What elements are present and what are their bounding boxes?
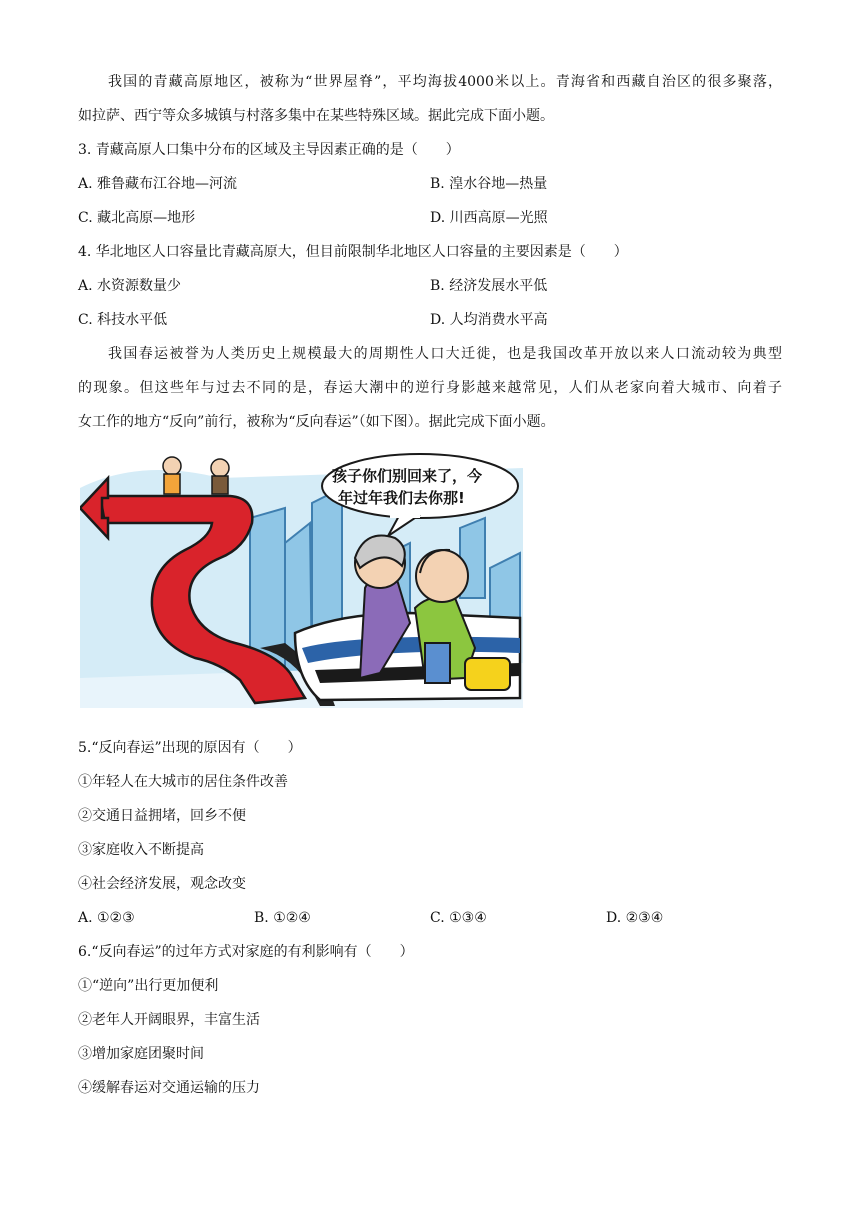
q5-item-4: ④社会经济发展，观念改变 xyxy=(78,876,246,892)
q4-option-d: D. 人均消费水平高 xyxy=(430,312,548,328)
q4-option-b: B. 经济发展水平低 xyxy=(430,278,548,294)
reverse-spring-festival-cartoon xyxy=(80,448,523,708)
q3-option-b: B. 湟水谷地—热量 xyxy=(430,176,548,192)
bubble-text-line1: 孩子你们别回来了，今 xyxy=(332,467,483,485)
q3-option-a: A. 雅鲁藏布江谷地—河流 xyxy=(78,176,238,192)
q5-item-2: ②交通日益拥堵，回乡不便 xyxy=(78,808,246,824)
q5-item-1: ①年轻人在大城市的居住条件改善 xyxy=(78,774,288,790)
passage2-line3: 女工作的地方“反向”前行，被称为“反向春运”（如下图）。据此完成下面小题。 xyxy=(78,414,555,430)
q5-option-b: B. ①②④ xyxy=(254,910,311,926)
q5-option-d: D. ②③④ xyxy=(606,910,664,926)
q5-option-c: C. ①③④ xyxy=(430,910,487,926)
passage1-line2: 如拉萨、西宁等众多城镇与村落多集中在某些特殊区域。据此完成下面小题。 xyxy=(78,108,554,124)
q3-option-d: D. 川西高原—光照 xyxy=(430,210,548,226)
q6-stem: 6.“反向春运”的过年方式对家庭的有利影响有（ ） xyxy=(78,944,414,960)
q3-stem: 3. 青藏高原人口集中分布的区域及主导因素正确的是（ ） xyxy=(78,142,460,158)
passage1-line1: 我国的青藏高原地区，被称为“世界屋脊”，平均海拔4000米以上。青海省和西藏自治区的很多聚落， xyxy=(108,74,782,90)
q6-item-4: ④缓解春运对交通运输的压力 xyxy=(78,1080,260,1096)
q3-option-c: C. 藏北高原—地形 xyxy=(78,210,196,226)
passage2-line2: 的现象。但这些年与过去不同的是，春运大潮中的逆行身影越来越常见，人们从老家向着大城市、向着子 xyxy=(78,380,782,396)
q4-option-c: C. 科技水平低 xyxy=(78,312,168,328)
q4-stem: 4. 华北地区人口容量比青藏高原大，但目前限制华北地区人口容量的主要因素是（ ） xyxy=(78,244,628,260)
q5-item-3: ③家庭收入不断提高 xyxy=(78,842,204,858)
bubble-text-line2: 年过年我们去你那! xyxy=(338,489,465,507)
q5-stem: 5.“反向春运”出现的原因有（ ） xyxy=(78,740,302,756)
suitcase xyxy=(465,658,510,690)
q6-item-1: ①“逆向”出行更加便利 xyxy=(78,978,219,994)
q6-item-2: ②老年人开阔眼界，丰富生活 xyxy=(78,1012,260,1028)
passage2-line1: 我国春运被誉为人类历史上规模最大的周期性人口大迁徙，也是我国改革开放以来人口流动较为典型 xyxy=(108,346,782,362)
q5-option-a: A. ①②③ xyxy=(78,910,135,926)
q4-option-a: A. 水资源数量少 xyxy=(78,278,182,294)
q6-item-3: ③增加家庭团聚时间 xyxy=(78,1046,204,1062)
